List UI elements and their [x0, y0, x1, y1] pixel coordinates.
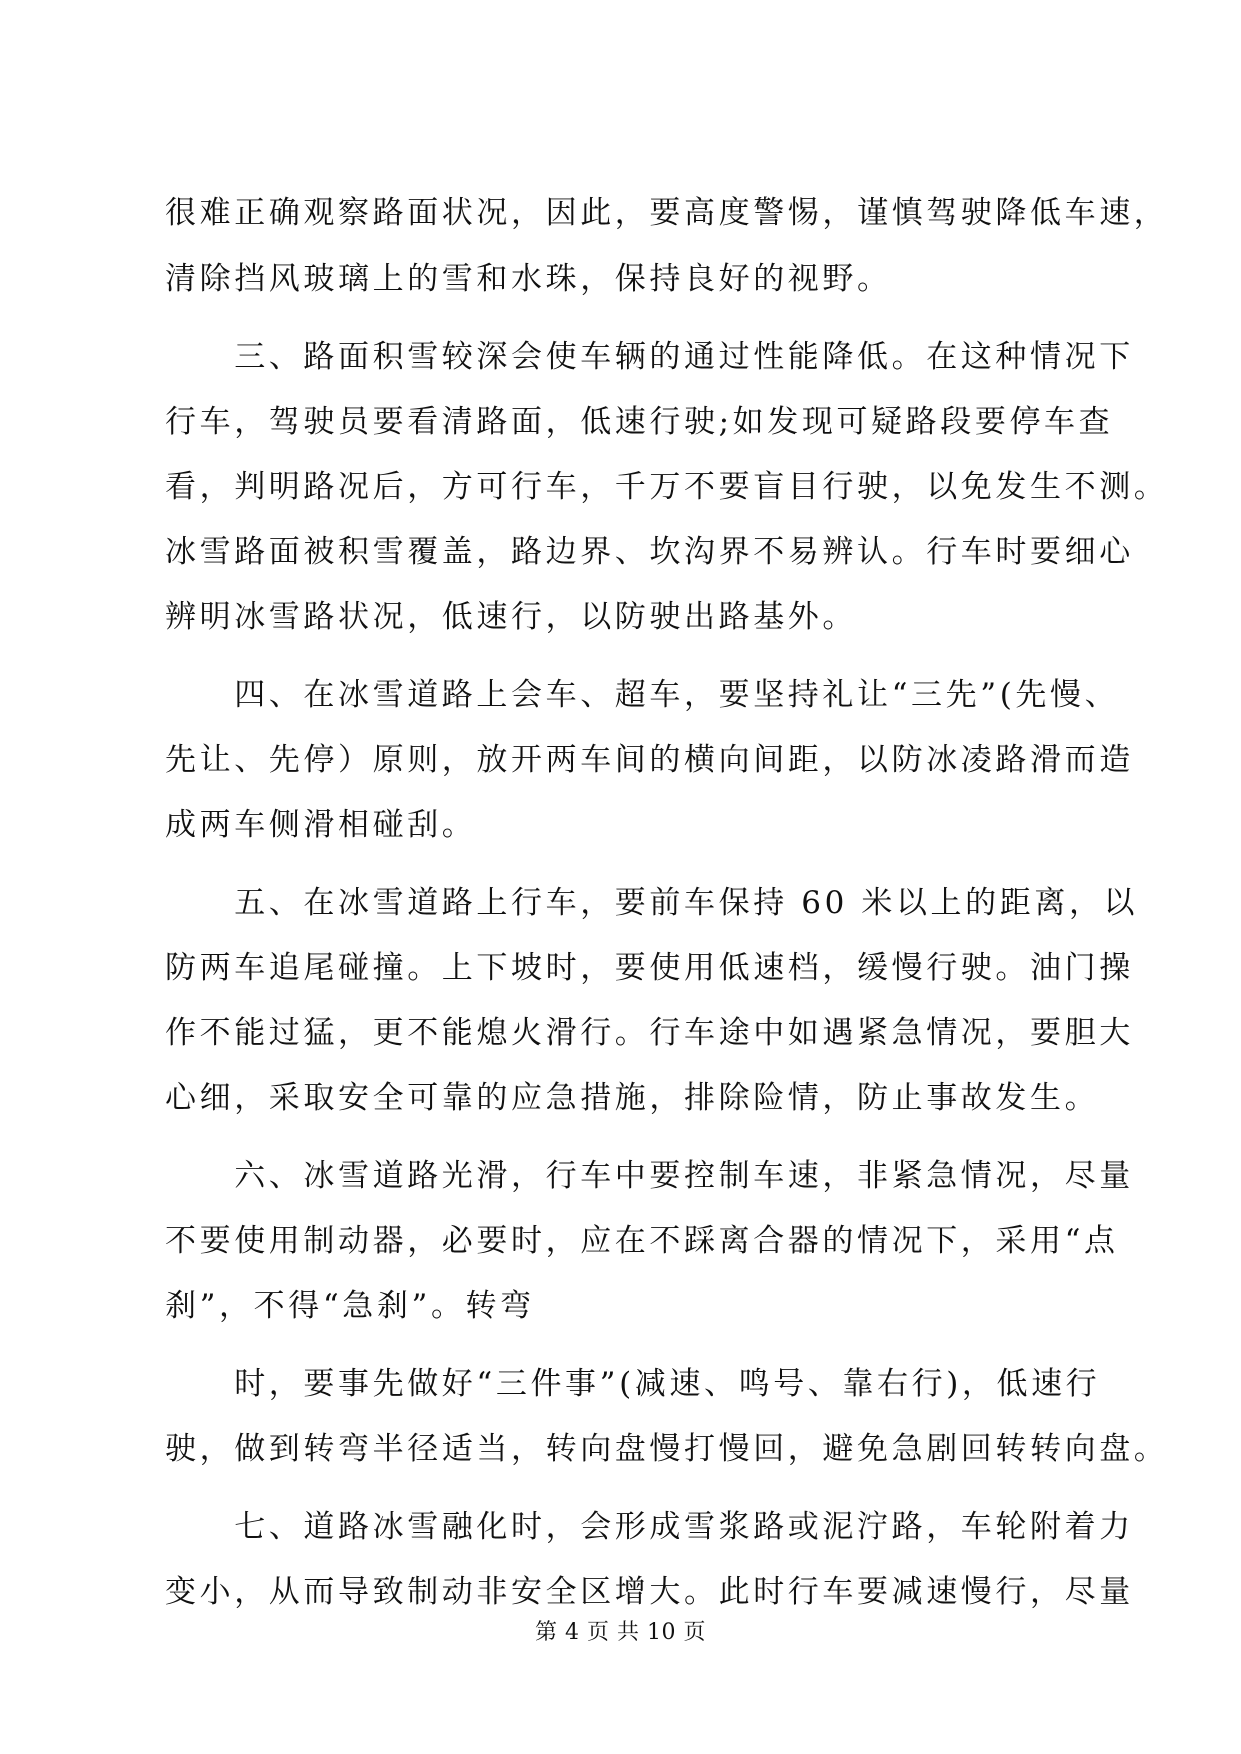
text-line: 驶，做到转弯半径适当，转向盘慢打慢回，避免急剧回转转向盘。 — [165, 1431, 1169, 1467]
text-line: 四、在冰雪道路上会车、超车，要坚持礼让“三先”(先慢、 — [165, 677, 1120, 713]
text-line: 看，判明路况后，方可行车，千万不要盲目行驶，以免发生不测。 — [165, 469, 1169, 505]
text-line: 很难正确观察路面状况，因此，要高度警惕，谨慎驾驶降低车速， — [165, 195, 1169, 231]
text-line: 作不能过猛，更不能熄火滑行。行车途中如遇紧急情况，要胆大 — [165, 1015, 1134, 1051]
text-line: 时，要事先做好“三件事”(减速、鸣号、靠右行)，低速行 — [165, 1366, 1101, 1402]
text-line: 变小，从而导致制动非安全区增大。此时行车要减速慢行，尽量 — [165, 1574, 1134, 1610]
text-line: 成两车侧滑相碰刮。 — [165, 807, 477, 843]
text-line: 刹”，不得“急刹”。转弯 — [165, 1288, 535, 1324]
text-line: 冰雪路面被积雪覆盖，路边界、坎沟界不易辨认。行车时要细心 — [165, 534, 1134, 570]
text-line: 三、路面积雪较深会使车辆的通过性能降低。在这种情况下 — [165, 339, 1134, 375]
text-line: 行车，驾驶员要看清路面，低速行驶;如发现可疑路段要停车查 — [165, 404, 1114, 440]
text-line: 先让、先停）原则，放开两车间的横向间距，以防冰凌路滑而造 — [165, 742, 1134, 778]
text-line: 不要使用制动器，必要时，应在不踩离合器的情况下，采用“点 — [165, 1223, 1119, 1259]
text-line: 辨明冰雪路状况，低速行，以防驶出路基外。 — [165, 599, 857, 635]
text-line: 清除挡风玻璃上的雪和水珠，保持良好的视野。 — [165, 261, 892, 297]
text-line: 防两车追尾碰撞。上下坡时，要使用低速档，缓慢行驶。油门操 — [165, 950, 1134, 986]
text-line: 五、在冰雪道路上行车，要前车保持 60 米以上的距离，以 — [165, 885, 1139, 921]
text-line: 心细，采取安全可靠的应急措施，排除险情，防止事故发生。 — [165, 1080, 1100, 1116]
text-line: 六、冰雪道路光滑，行车中要控制车速，非紧急情况，尽量 — [165, 1158, 1134, 1194]
page-number-footer: 第 4 页 共 10 页 — [535, 1620, 706, 1645]
text-line: 七、道路冰雪融化时，会形成雪浆路或泥泞路，车轮附着力 — [165, 1509, 1134, 1545]
